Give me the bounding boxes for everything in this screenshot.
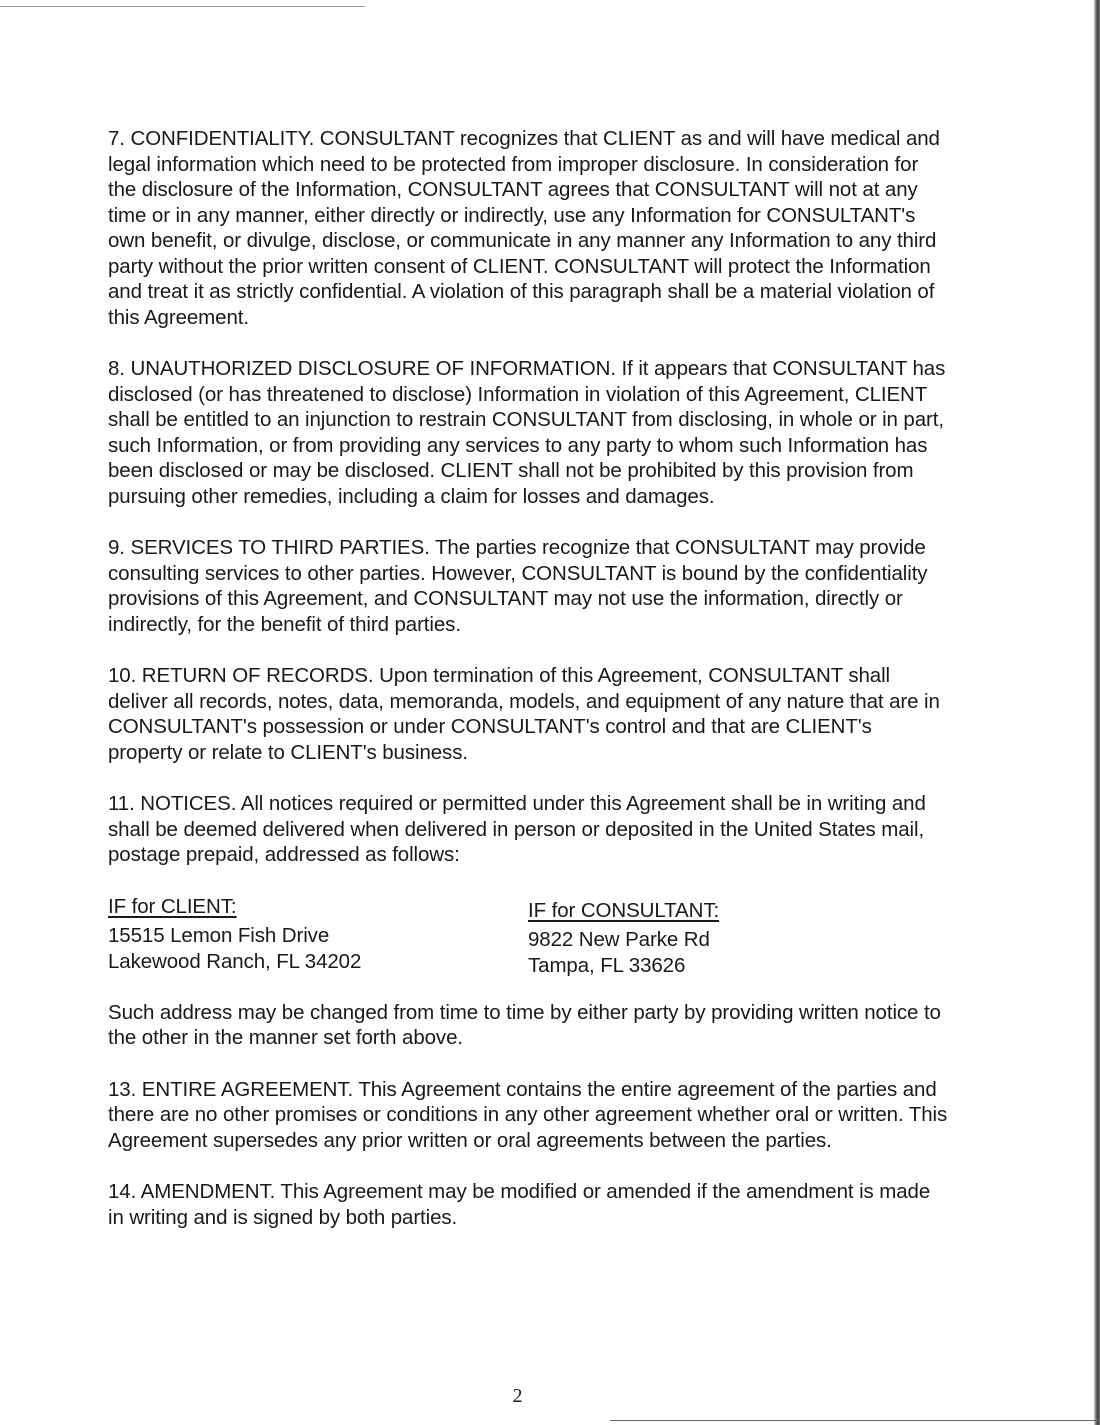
consultant-address-line2: Tampa, FL 33626 — [528, 953, 686, 977]
client-address — [108, 894, 361, 975]
scan-bottom-line — [610, 1420, 1100, 1421]
paragraph-entire-agreement: 13. ENTIRE AGREEMENT. This Agreement contains the entire agreement of the parties and there are no other promises or conditions in any other agreement whether oral or written. This Agreement supersedes any prior written or oral agreements between the parties. — [108, 1077, 948, 1152]
paragraph-unauthorized-disclosure: 8. UNAUTHORIZED DISCLOSURE OF INFORMATION. If it appears that CONSULTANT has disclosed (or has threatened to disclose) Information in violation of this Agreement, CLIENT shall be entitled to an injunction to restrain CONSULTANT from disclosing, in whole or in part, such Information, or from providing any services to any party to whom such Information has been disclosed or may be disclosed. CLIENT shall not be prohibited by this provision from pursuing other remedies, including a claim for losses and damages. — [108, 357, 946, 508]
consultant-address-heading: IF for CONSULTANT: — [528, 898, 720, 922]
paragraph-services-third-parties: 9. SERVICES TO THIRD PARTIES. The parties recognize that CONSULTANT may provide consulting services to other parties. However, CONSULTANT is bound by the confidentiality provisions of this Agreement, and CONSULTANT may not use the information, directly or indirectly, for the benefit of third parties. — [108, 536, 928, 636]
consultant-address-line1: 9822 New Parke Rd — [528, 928, 710, 951]
client-address-heading: IF for CLIENT: — [108, 894, 237, 918]
client-address-line1: 15515 Lemon Fish Drive — [108, 924, 330, 947]
consultant-address — [528, 898, 719, 979]
page-number: 2 — [512, 1385, 523, 1407]
paragraph-return-of-records: 10. RETURN OF RECORDS. Upon termination of this Agreement, CONSULTANT shall deliver all records, notes, data, memoranda, models, and equipment of any nature that are in CONSULTANT's possession or under CONSULTANT's control and that are CLIENT's property or relate to CLIENT's business. — [108, 664, 940, 764]
scan-top-line — [0, 6, 365, 7]
paragraph-address-change: Such address may be changed from time to time by either party by providing written notice to the other in the manner set forth above. — [108, 1000, 941, 1049]
client-address-line2: Lakewood Ranch, FL 34202 — [108, 949, 362, 973]
paragraph-notices: 11. NOTICES. All notices required or permitted under this Agreement shall be in writing and shall be deemed delivered when delivered in person or deposited in the United States mail, postage prepaid, addressed as follows: — [108, 792, 926, 866]
address-block — [108, 894, 948, 977]
scan-right-edge — [1094, 0, 1100, 1425]
document-body — [108, 126, 948, 1256]
paragraph-confidentiality: 7. CONFIDENTIALITY. CONSULTANT recognizes that CLIENT as and will have medical and legal information which need to be protected from improper disclosure. In consideration for the disclosure of the Information, CONSULTANT agrees that CONSULTANT will not at any time or in any manner, either directly or indirectly, use any Information for CONSULTANT's own benefit, or divulge, disclose, or communicate in any manner any Information to any third party without the prior written consent of CLIENT. CONSULTANT will protect the Information and treat it as strictly confidential. A violation of this paragraph shall be a material violation of this Agreement. — [108, 127, 940, 329]
paragraph-amendment: 14. AMENDMENT. This Agreement may be modified or amended if the amendment is made in writing and is signed by both parties. — [108, 1180, 931, 1229]
